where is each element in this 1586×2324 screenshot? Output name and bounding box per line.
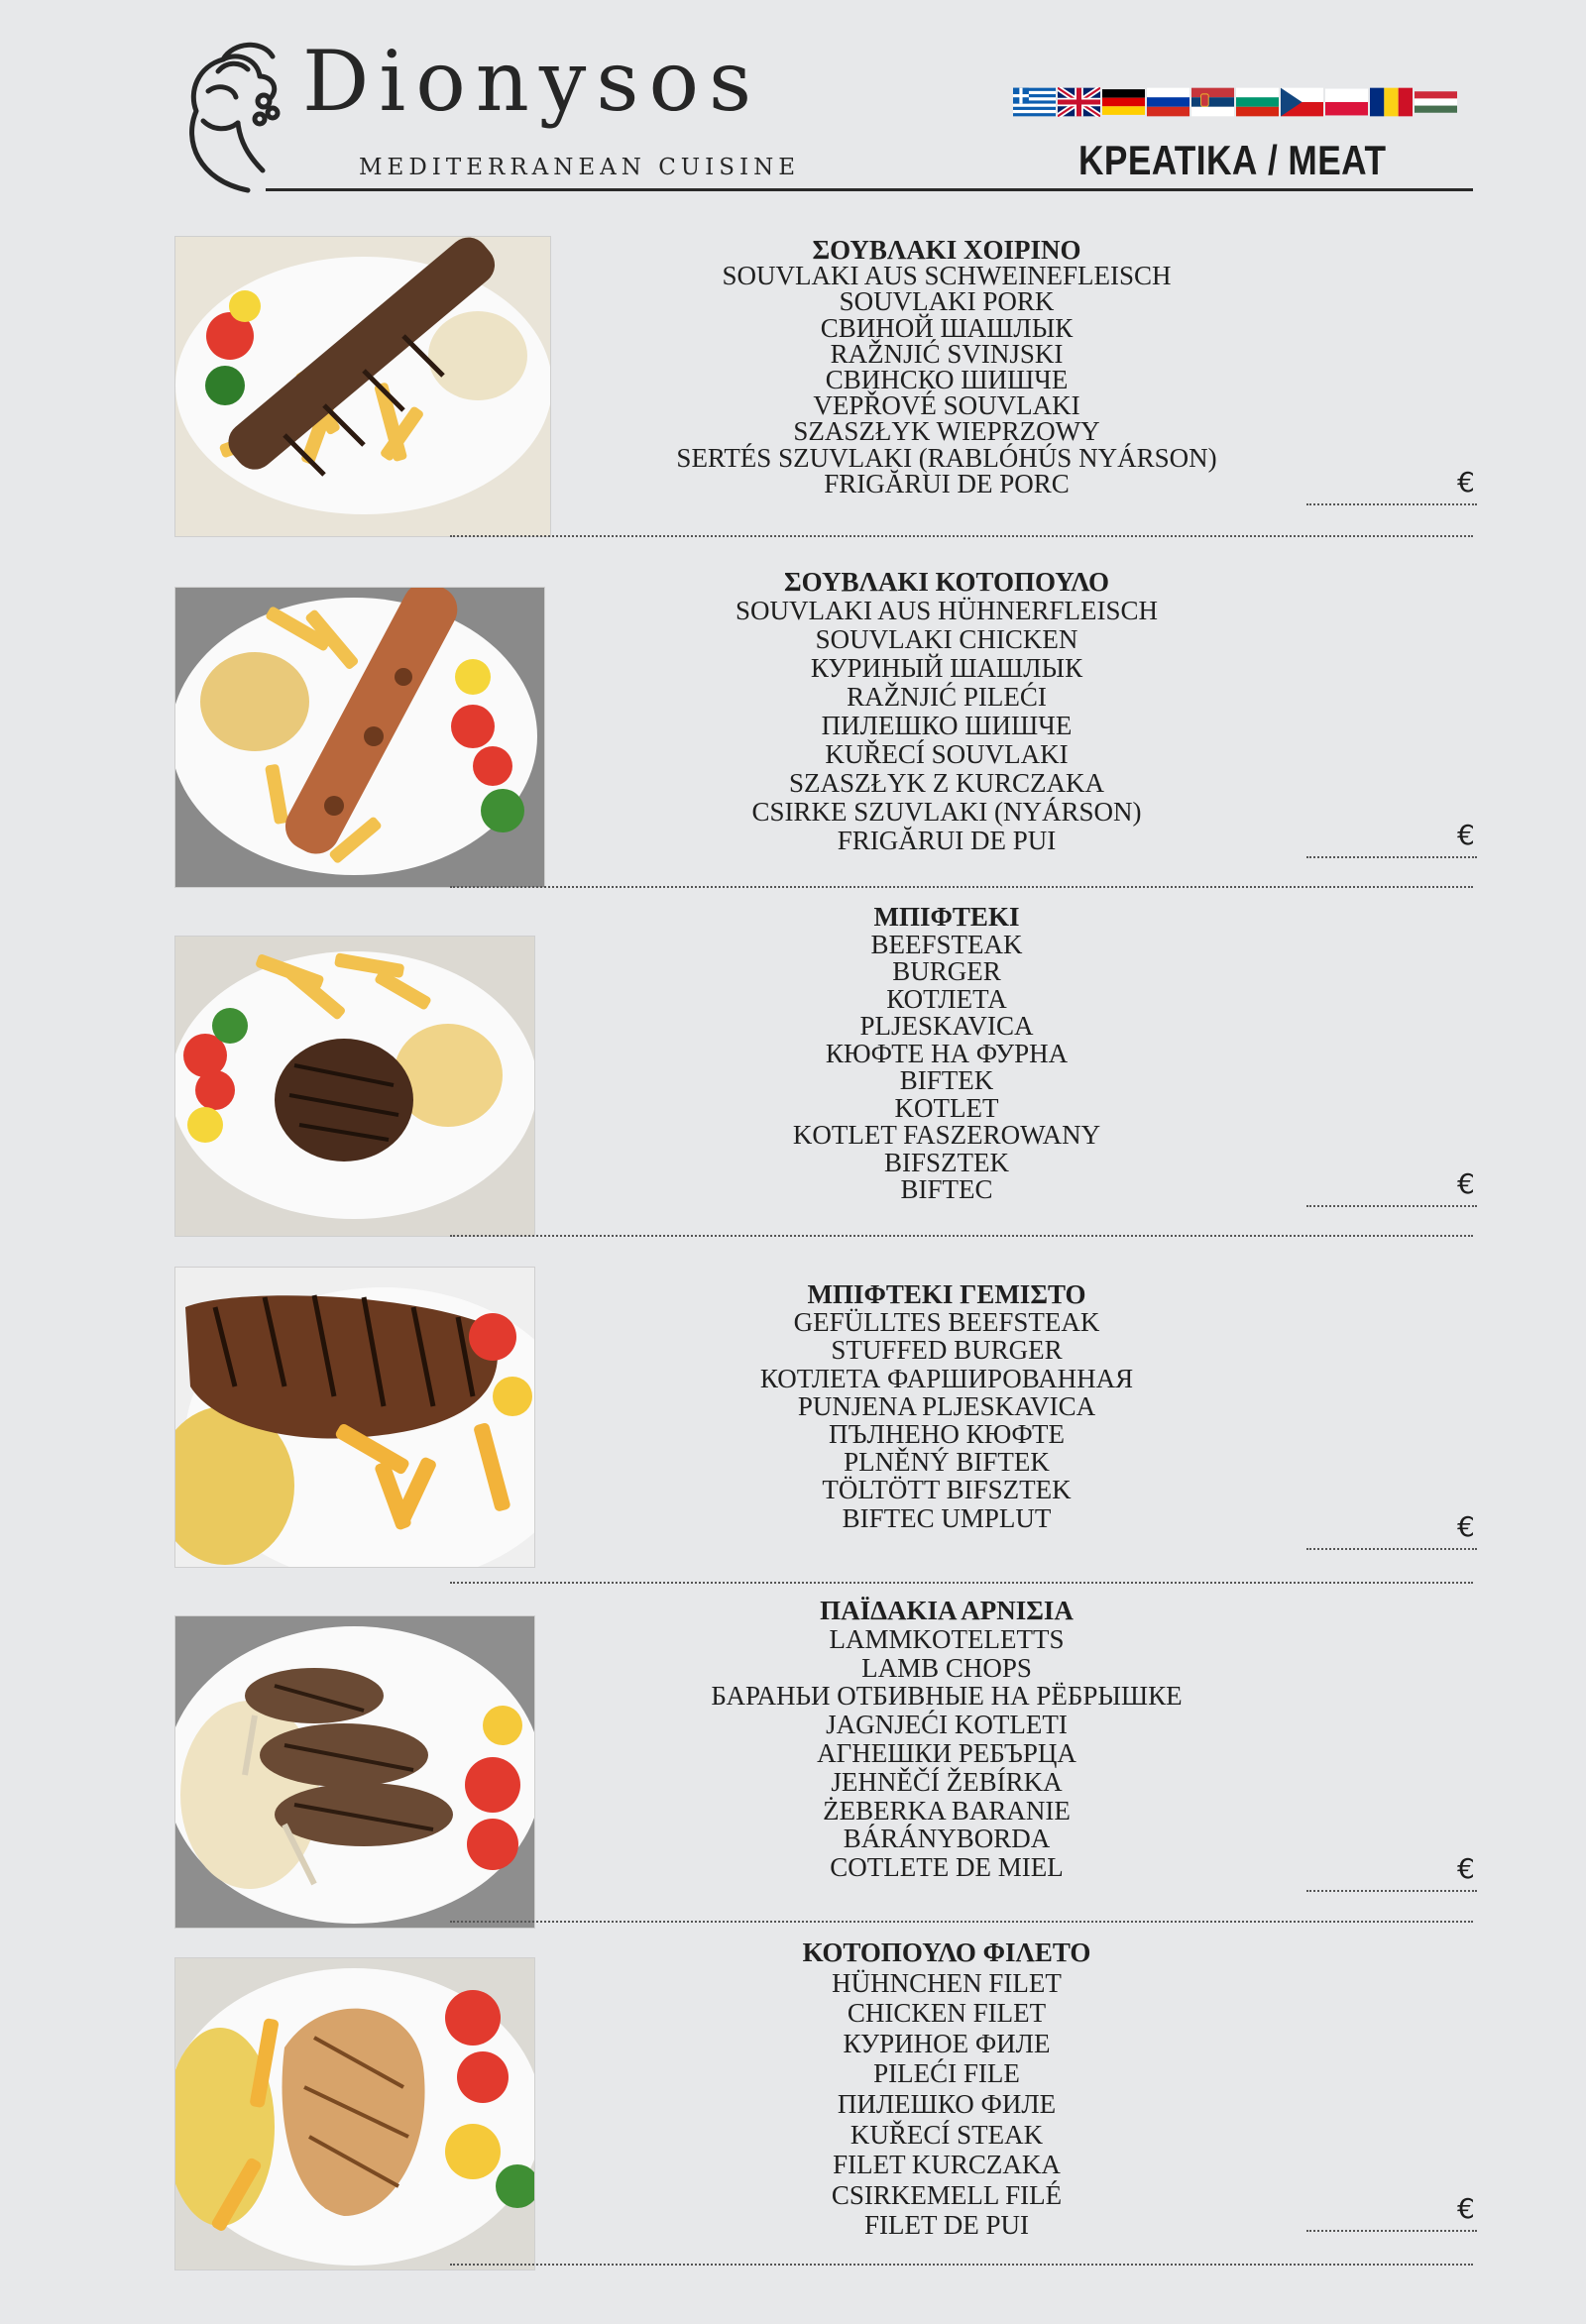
dionysos-logo-icon xyxy=(178,32,287,195)
dish-name: TÖLTÖTT BIFSZTEK xyxy=(822,1475,1072,1505)
dish-name: СВИНОЙ ШАШЛЫК xyxy=(820,312,1074,343)
dish-name: ПИЛЕШКО ФИЛЕ xyxy=(837,2088,1057,2119)
greece-flag-icon[interactable] xyxy=(1013,87,1056,117)
price-dotted-line xyxy=(1306,1518,1477,1550)
dish-name: LAMB CHOPS xyxy=(861,1652,1032,1683)
dish-name: SOUVLAKI AUS SCHWEINEFLEISCH xyxy=(722,261,1172,291)
poland-flag-icon[interactable] xyxy=(1325,87,1368,117)
dish-name: BIFTEC UMPLUT xyxy=(842,1502,1052,1533)
dish-names xyxy=(605,237,1289,497)
item-separator xyxy=(450,1921,1473,1923)
dish-name: BIFTEC xyxy=(900,1174,993,1204)
dish-name: BIFSZTEK xyxy=(883,1147,1009,1177)
price-dotted-line xyxy=(1306,2200,1477,2232)
dish-name: COTLETE DE MIEL xyxy=(830,1852,1064,1883)
euro-sign: € xyxy=(1457,1167,1475,1200)
dish-name: БАРАНЬИ ОТБИВНЫЕ НА РЁБРЫШКЕ xyxy=(711,1681,1183,1712)
dish-name: KOTLET xyxy=(894,1092,999,1123)
stuffed-burger-plate-image xyxy=(174,1267,535,1568)
dish-name: BURGER xyxy=(892,956,1001,986)
brand-tagline: MEDITERRANEAN CUISINE xyxy=(359,155,801,180)
dish-name: СВИНСКО ШИШЧЕ xyxy=(825,364,1069,394)
dish-name: PUNJENA PLJESKAVICA xyxy=(797,1390,1096,1421)
dish-name: FILET DE PUI xyxy=(864,2210,1029,2241)
dish-name: SZASZŁYK Z KURCZAKA xyxy=(788,768,1104,798)
chicken-fillet-plate-image xyxy=(174,1957,535,2270)
euro-sign: € xyxy=(1457,466,1475,498)
euro-sign: € xyxy=(1457,1852,1475,1885)
dish-name: PLJESKAVICA xyxy=(859,1011,1034,1041)
hungary-flag-icon[interactable] xyxy=(1415,87,1457,117)
serbia-flag-icon[interactable] xyxy=(1191,87,1234,117)
dish-names xyxy=(605,904,1289,1204)
dish-name: PLNĚNÝ BIFTEK xyxy=(844,1447,1050,1478)
dish-name: КЮФТЕ НА ФУРНА xyxy=(825,1038,1069,1068)
dish-name-greek: ΣΟΥΒΛΑΚΙ ΧΟΙΡΙΝΟ xyxy=(812,235,1081,265)
dish-name: GEFÜLLTES BEEFSTEAK xyxy=(793,1307,1100,1338)
romania-flag-icon[interactable] xyxy=(1370,87,1413,117)
header-divider xyxy=(266,188,1473,191)
dish-name: CHICKEN FILET xyxy=(847,1998,1047,2029)
burger-plate-image xyxy=(174,936,535,1237)
dish-name-greek: ΣΟΥΒΛΑΚΙ ΚΟΤΟΠΟΥΛΟ xyxy=(784,567,1109,597)
euro-sign: € xyxy=(1457,2192,1475,2225)
item-separator xyxy=(450,2264,1473,2266)
chicken-souvlaki-plate-image xyxy=(174,587,545,888)
dish-name: RAŽNJIĆ PILEĆI xyxy=(847,682,1047,712)
dish-name: FILET KURCZAKA xyxy=(833,2150,1061,2180)
price-dotted-line xyxy=(1306,474,1477,505)
dish-name: SOUVLAKI AUS HÜHNERFLEISCH xyxy=(735,596,1159,625)
dish-name: JEHNĚČÍ ŽEBÍRKA xyxy=(831,1766,1063,1797)
dish-name: PILEĆI FILE xyxy=(873,2058,1020,2089)
dish-name: SERTÉS SZUVLAKI (RABLÓHÚS NYÁRSON) xyxy=(676,442,1217,473)
bulgaria-flag-icon[interactable] xyxy=(1236,87,1279,117)
dish-name: ПЪЛНЕНО КЮФТЕ xyxy=(828,1418,1066,1449)
dish-name: ПИЛЕШКО ШИШЧЕ xyxy=(821,711,1073,740)
dish-name: HÜHNCHEN FILET xyxy=(832,1967,1062,1998)
dish-name: BÁRÁNYBORDA xyxy=(843,1824,1051,1854)
item-separator xyxy=(450,1582,1473,1584)
dish-name: КОТЛЕТА ФАРШИРОВАННАЯ xyxy=(759,1363,1134,1393)
price-dotted-line xyxy=(1306,827,1477,858)
dish-names xyxy=(605,1937,1289,2241)
dish-name: VEPŘOVÉ SOUVLAKI xyxy=(813,390,1080,421)
dish-name: КУРИНЫЙ ШАШЛЫК xyxy=(810,653,1083,683)
dish-name: КУРИНОЕ ФИЛЕ xyxy=(843,2028,1051,2058)
dish-name: АГНЕШКИ РЕБЪРЦА xyxy=(817,1737,1076,1768)
euro-sign: € xyxy=(1457,819,1475,851)
price-dotted-line xyxy=(1306,1860,1477,1892)
dish-name-greek: ΜΠΙΦΤΕΚΙ xyxy=(873,902,1020,932)
dish-name: KUŘECÍ STEAK xyxy=(850,2119,1044,2150)
dish-name: CSIRKE SZUVLAKI (NYÁRSON) xyxy=(751,797,1142,827)
dish-name: SOUVLAKI CHICKEN xyxy=(815,624,1078,654)
dish-name: SZASZŁYK WIEPRZOWY xyxy=(793,416,1100,447)
russia-flag-icon[interactable] xyxy=(1147,87,1190,117)
dish-name-greek: ΠΑΪΔΑΚΙΑ ΑΡΝΙΣΙΑ xyxy=(820,1596,1074,1625)
menu-header xyxy=(0,0,1586,208)
dish-name: BEEFSTEAK xyxy=(870,929,1023,959)
euro-sign: € xyxy=(1457,1510,1475,1543)
dish-name: SOUVLAKI PORK xyxy=(839,286,1055,317)
dish-name: LAMMKOTELETTS xyxy=(829,1623,1065,1654)
lamb-chops-plate-image xyxy=(174,1615,535,1929)
dish-names xyxy=(605,568,1289,855)
dish-name: КОТЛЕТА xyxy=(886,983,1007,1014)
dish-name: FRIGĂRUI DE PORC xyxy=(824,468,1070,498)
item-separator xyxy=(450,886,1473,888)
brand-name: Dionysos xyxy=(302,33,762,130)
dish-name: KUŘECÍ SOUVLAKI xyxy=(825,739,1069,769)
section-title: ΚΡΕΑΤΙΚΑ / MEAT xyxy=(1078,137,1387,183)
price-dotted-line xyxy=(1306,1175,1477,1207)
dish-name: CSIRKEMELL FILÉ xyxy=(831,2179,1063,2210)
czech-flag-icon[interactable] xyxy=(1281,87,1323,117)
dish-name: BIFTEK xyxy=(899,1065,994,1095)
dish-names xyxy=(605,1597,1289,1882)
germany-flag-icon[interactable] xyxy=(1102,87,1145,117)
language-flags xyxy=(1013,87,1457,119)
item-separator xyxy=(450,535,1473,537)
dish-names xyxy=(605,1280,1289,1532)
dish-name: KOTLET FASZEROWANY xyxy=(792,1120,1101,1150)
dish-name-greek: ΚΟΤΟΠΟΥΛΟ ΦΙΛΕΤΟ xyxy=(802,1937,1091,1967)
dish-name: STUFFED BURGER xyxy=(831,1335,1063,1366)
pork-souvlaki-plate-image xyxy=(174,236,551,537)
dish-name-greek: ΜΠΙΦΤΕΚΙ ΓΕΜΙΣΤΟ xyxy=(807,1279,1086,1309)
dish-name: FRIGĂRUI DE PUI xyxy=(837,826,1057,855)
item-separator xyxy=(450,1235,1473,1237)
dish-name: RAŽNJIĆ SVINJSKI xyxy=(830,338,1064,369)
dish-name: ŻEBERKA BARANIE xyxy=(823,1795,1071,1826)
uk-flag-icon[interactable] xyxy=(1058,87,1100,117)
dish-name: JAGNJEĆI KOTLETI xyxy=(826,1710,1068,1740)
